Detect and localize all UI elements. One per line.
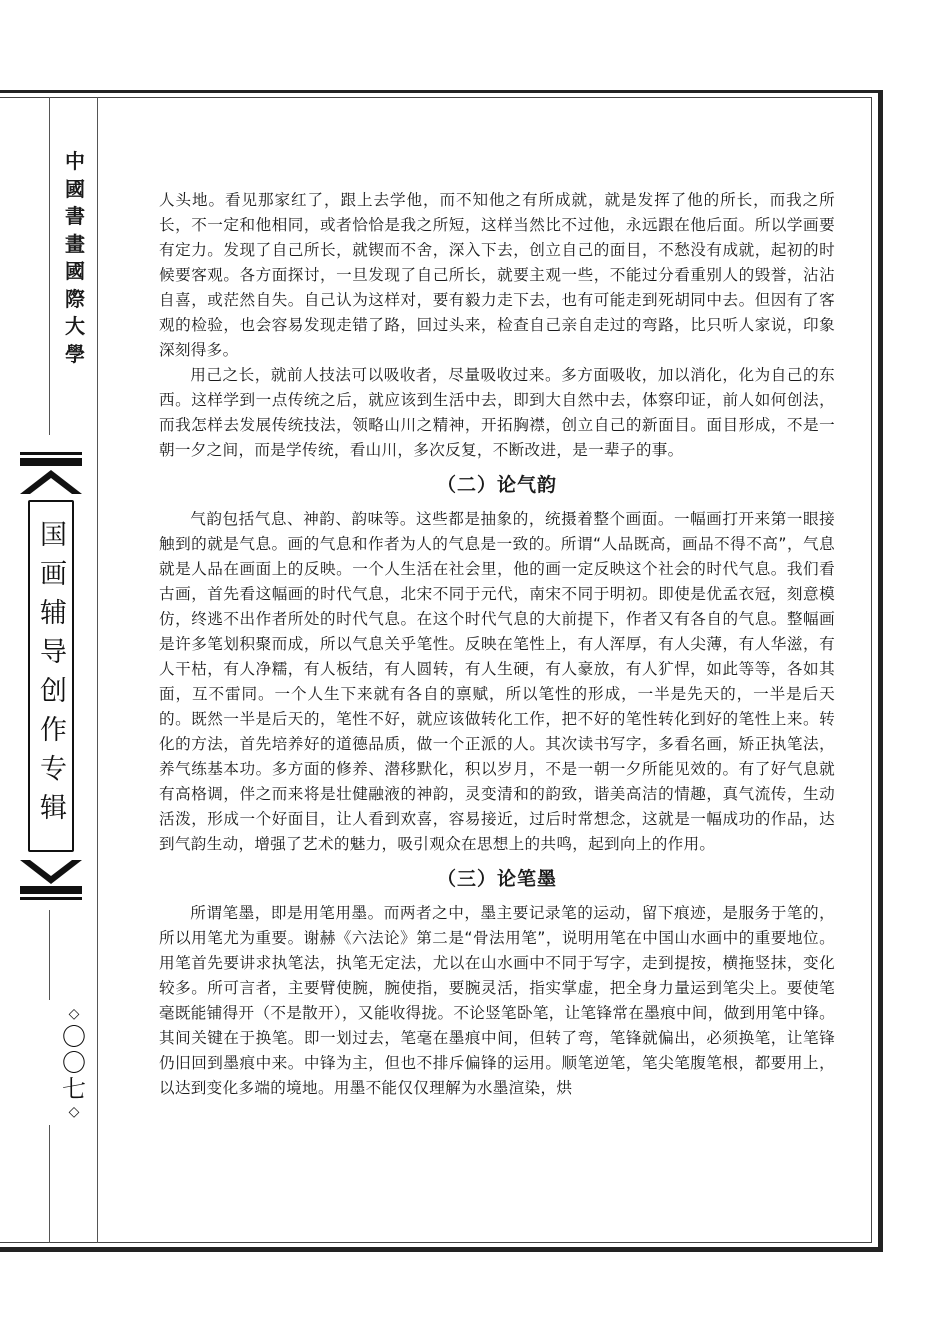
school-name: 中 國 書 畫 國 際 大 學 — [65, 149, 85, 366]
banner-bar — [20, 886, 82, 894]
banner-bar — [20, 452, 82, 455]
section-heading: （三）论笔墨 — [436, 868, 557, 890]
series-title: 国 画 辅 导 创 作 专 辑 — [40, 520, 67, 824]
section-heading: （二）论气韵 — [436, 474, 557, 496]
sidebar-rule — [49, 97, 50, 435]
page-number: ◇ 〇 〇 七 ◇ — [62, 1006, 86, 1120]
paragraph: 气韵包括气息、神韵、韵味等。这些都是抽象的，统摄着整个画面。一幅画打开来第一眼接触到的就是气息。画的气息和作者为人的气息是一致的。所谓“人品既高，画品不得不高”，气息就是人品在画面上的反映。一个人生活在社会里，他的画一定反映这个社会的时代气息。我们看古画，首先看这幅画的时代气息，北宋不同于元代，南宋不同于明初。即使是优孟衣冠，刻意模仿，终逃不出作者所处的时代气息。在这个时代气息的大前提下，作者又有各自的气息。整幅画是许多笔划积聚而成，所以气息关乎笔性。反映在笔性上，有人浑厚，有人尖薄，有人华滋，有人干枯，有人净糯，有人板结，有人圆转，有人生硬，有人豪放，有人犷悍，如此等等，各如其面，互不雷同。一个人生下来就有各自的禀赋，所以笔性的形成，一半是先天的，一半是后天的。既然一半是后天的，笔性不好，就应该做转化工作，把不好的笔性转化到好的笔性上来。转化的方法，首先培养好的道德品质，做一个正派的人。其次读书写字，多看名画，矫正执笔法，养气练基本功。多方面的修养、潜移默化，积以岁月，不是一朝一夕所能见效的。有了好气息就有高格调，伴之而来将是壮健融液的神韵，灵变清和的韵致，谐美高洁的情趣，真气流传，生动活泼，形成一个好面目，让人看到欢喜，容易接近，过后时常想念，这就是一幅成功的作品，达到气韵生动，增强了艺术的魅力，吸引观众在思想上的共鸣，起到向上的作用。 — [159, 510, 835, 853]
banner-bar — [20, 458, 82, 466]
paragraph: 人头地。看见那家红了，跟上去学他，而不知他之有所成就，就是发挥了他的所长，而我之所长，不一定和他相同，或者恰恰是我之所短，这样当然比不过他，永远跟在他后面。所以学画要有定力。发现了自己所长，就锲而不舍，深入下去，创立自己的面目，不愁没有成就，起初的时候要客观。各方面探讨，一旦发现了自己所长，就要主观一些，不能过分看重别人的毁誉，沾沾自喜，或茫然自失。自己认为这样对，要有毅力走下去，也有可能走到死胡同中去。但因有了客观的检验，也会容易发现走错了路，回过头来，检查自己亲自走过的弯路，比只听人家说，印象深刻得多。 — [159, 191, 835, 359]
sidebar-rule-right — [97, 97, 98, 1243]
body-text — [159, 188, 835, 1101]
banner-chevron-bottom-icon — [20, 860, 82, 884]
paragraph: 所谓笔墨，即是用笔用墨。而两者之中，墨主要记录笔的运动，留下痕迹，是服务于笔的，所以用笔尤为重要。谢赫《六法论》第二是“骨法用笔”，说明用笔在中国山水画中的重要地位。用笔首先要讲求执笔法，执笔无定法，尤以在山水画中不同于写字，走到提按，横拖竖抹，变化较多。所可言者，主要臂使腕，腕使指，要腕灵活，指实掌虚，把全身力量运到笔尖上。要使笔毫既能铺得开（不是散开），又能收得拢。不论竖笔卧笔，让笔锋常在墨痕中间，做到用笔中锋。其间关键在于换笔。即一划过去，笔毫在墨痕中间，但转了弯，笔锋就偏出，必须换笔，让笔锋仍旧回到墨痕中来。中锋为主，但也不排斥偏锋的运用。顺笔逆笔，笔尖笔腹笔根，都要用上，以达到变化多端的境地。用墨不能仅仅理解为水墨渲染，烘 — [159, 904, 835, 1097]
banner-bar — [20, 897, 82, 900]
banner-chevron-top-icon — [20, 470, 82, 494]
paragraph: 用己之长，就前人技法可以吸收者，尽量吸收过来。多方面吸收，加以消化，化为自己的东西。这样学到一点传统之后，就应该到生活中去，即到大自然中去，体察印证，前人如何创法，而我怎样去发展传统技法，领略山川之精神，开拓胸襟，创立自己的新面目。面目形成，不是一朝一夕之间，而是学传统，看山川，多次反复，不断改进，是一辈子的事。 — [159, 366, 835, 459]
series-banner — [20, 452, 82, 902]
sidebar-rule — [49, 910, 50, 1000]
sidebar-rule — [49, 1125, 50, 1243]
